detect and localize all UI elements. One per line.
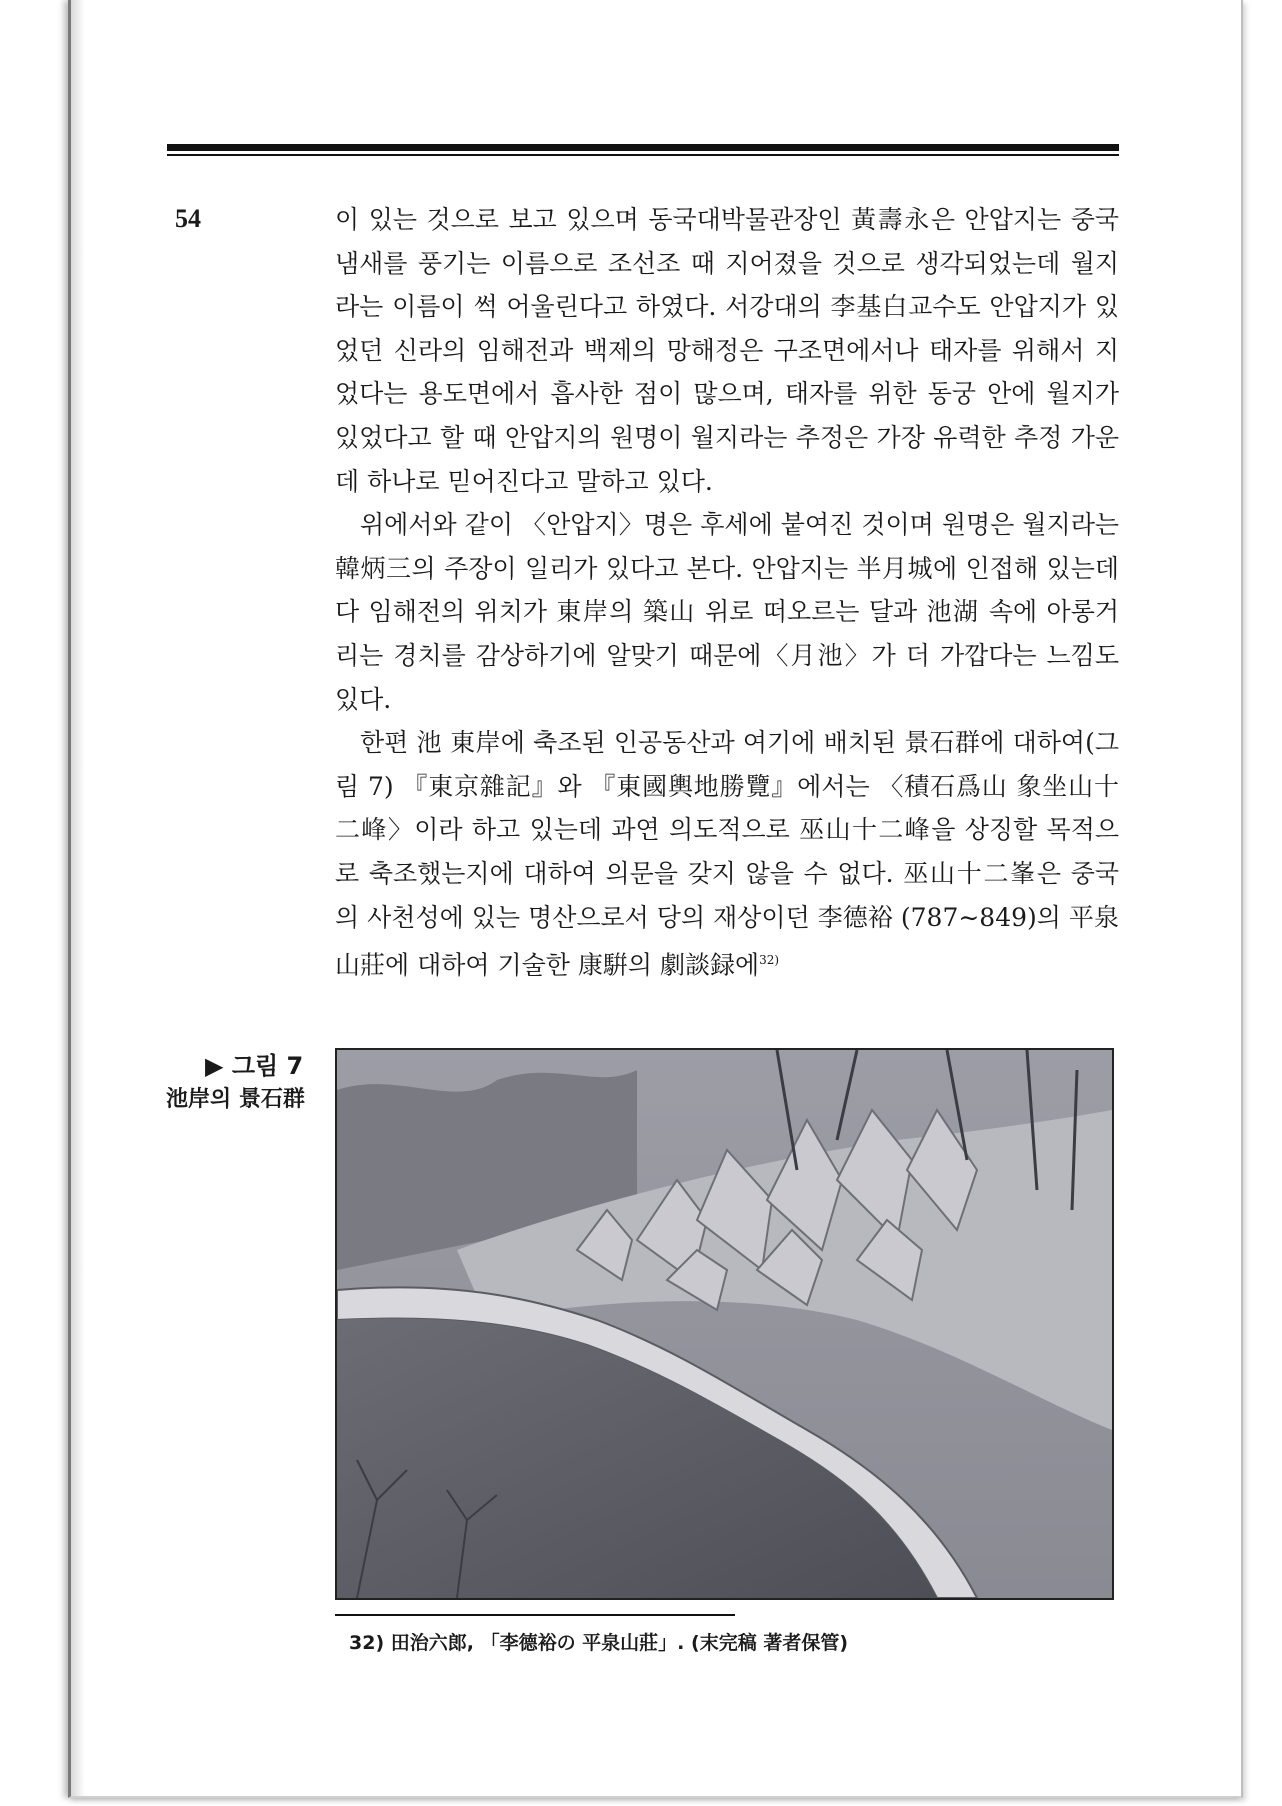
page-number: 54 bbox=[175, 204, 201, 233]
paragraph-2: 위에서와 같이 〈안압지〉명은 후세에 붙여진 것이며 원명은 월지라는 韓炳三의 주장이 일리가 있다고 본다. 안압지는 半月城에 인접해 있는데다 임해전의 위치가 東岸의 築山 위로 떠오르는 달과 池湖 속에 아롱거리는 경치를 감상하기에 알맞기 때문에〈月池〉가 더 가깝다는 느낌도 있다. bbox=[335, 510, 1119, 714]
figure-photo bbox=[335, 1048, 1114, 1600]
paragraph-3 bbox=[335, 721, 1119, 987]
figure-caption: 池岸의 景石群 bbox=[166, 1087, 305, 1112]
page-gutter-shadow bbox=[71, 0, 85, 1796]
header-rule bbox=[167, 144, 1119, 151]
paragraph-1: 이 있는 것으로 보고 있으며 동국대박물관장인 黃壽永은 안압지는 중국 냄새를 풍기는 이름으로 조선조 때 지어졌을 것으로 생각되었는데 월지라는 이름이 썩 어울린다고 하였다. 서강대의 李基白교수도 안압지가 있었던 신라의 임해전과 백제의 망해정은 구조면에서나 태자를 위해서 지었다는 용도면에서 흡사한 점이 많으며, 태자를 위한 동궁 안에 월지가 있었다고 할 때 안압지의 원명이 월지라는 추정은 가장 유력한 추정 가운데 하나로 믿어진다고 말하고 있다. bbox=[335, 205, 1119, 496]
header-rule-thin bbox=[167, 154, 1119, 156]
pond-rock-garden-photo bbox=[337, 1050, 1112, 1598]
footnote: 32) 田治六郎, 「李德裕の 平泉山莊」. (末完稿 著者保管) bbox=[349, 1632, 849, 1654]
body-text bbox=[335, 198, 1119, 987]
footnote-rule bbox=[335, 1614, 735, 1616]
book-page bbox=[68, 0, 1243, 1798]
footnote-reference: 32) bbox=[759, 953, 780, 968]
figure-label: ▶ 그림 7 bbox=[205, 1052, 304, 1080]
paragraph-3-text: 한편 池 東岸에 축조된 인공동산과 여기에 배치된 景石群에 대하여(그림 7) 『東京雜記』와 『東國輿地勝覽』에서는 〈積石爲山 象坐山十二峰〉이라 하고 있는데 과연 의도적으로 巫山十二峰을 상징할 목적으로 축조했는지에 대하여 의문을 갖지 않을 수 없다. 巫山十二峯은 중국의 사천성에 있는 명산으로서 당의 재상이던 李德裕 (787∼849)의 平泉山莊에 대하여 기술한 康騈의 劇談録에 bbox=[335, 728, 1119, 980]
